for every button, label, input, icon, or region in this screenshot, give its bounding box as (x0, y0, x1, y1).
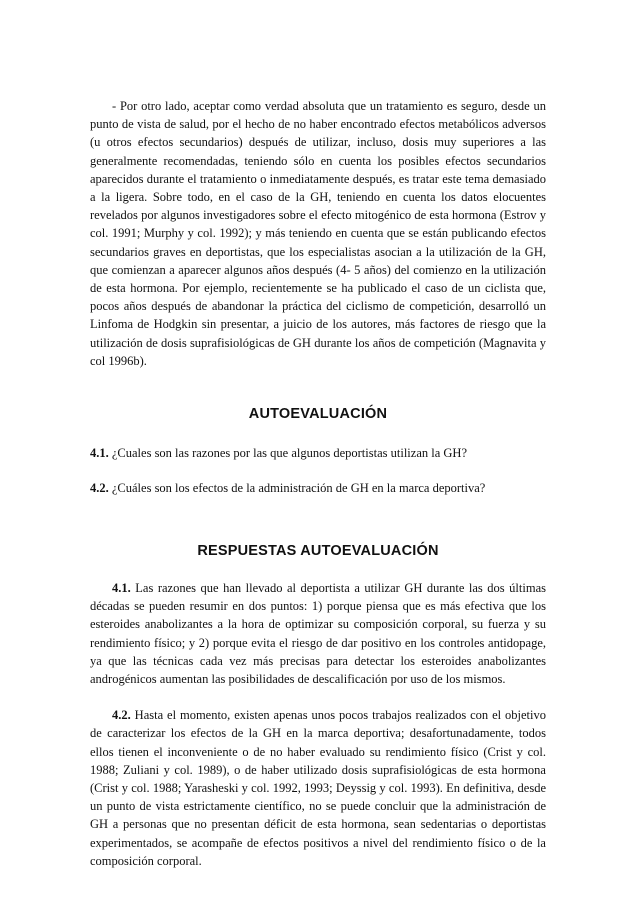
autoevaluacion-heading: AUTOEVALUACIÓN (248, 406, 388, 423)
question-item (90, 444, 546, 462)
question-number: 4.1. (90, 446, 109, 461)
answer-number: 4.2. (112, 708, 131, 723)
question-item (90, 479, 546, 497)
answer-text: Las razones que han llevado al deportista a utilizar GH durante las dos últimas décadas se pueden resumir en dos puntos: 1) porque piensa que es más efectiva que los esteroides anabolizantes a la hora de optimizar su composición corporal, su fuerza y su rendimiento físico; y 2) porque evita el riesgo de dar positivo en los controles antidopage, ya que las técnicas cada vez más precisas para detectar los esteroides anabolizantes androgénicos aumentan las posibilidades de descalificación por uso de los mismos. (90, 581, 546, 687)
document-page (90, 97, 546, 870)
intro-paragraph: - Por otro lado, aceptar como verdad absoluta que un tratamiento es seguro, desde un punto de vista de salud, por el hecho de no haber encontrado efectos metabólicos adversos (u otros efectos secundarios) después de utilizar, incluso, dosis muy superiores a las generalmente recomendadas, teniendo sólo en cuenta los posibles efectos secundarios aparecidos durante el tratamiento o inmediatamente después, es tratar este tema demasiado a la ligera. Sobre todo, en el caso de la GH, teniendo en cuenta los datos elocuentes revelados por algunos investigadores sobre el efecto mitogénico de esta hormona (Estrov y col. 1991; Murphy y col. 1992); y más teniendo en cuenta que se están publicando efectos secundarios graves en deportistas, que los especialistas asocian a la utilización de la GH, que comienzan a aparecer algunos años después (4- 5 años) del comienzo en la utilización de esta hormona. Por ejemplo, recientemente se ha publicado el caso de un ciclista que, pocos años después de abandonar la práctica del ciclismo de competición, desarrolló un Linfoma de Hodgkin sin presentar, a juicio de los autores, más factores de riesgo que la utilización de dosis suprafisiológicas de GH durante los años de competición (Magnavita y col 1996b). (90, 99, 546, 368)
respuestas-heading: RESPUESTAS AUTOEVALUACIÓN (197, 543, 439, 560)
question-text: ¿Cuáles son los efectos de la administración de GH en la marca deportiva? (108, 481, 486, 496)
answer-paragraph (90, 706, 546, 870)
answer-text: Hasta el momento, existen apenas unos pocos trabajos realizados con el objetivo de caracterizar los efectos de la GH en la marca deportiva; desafortunadamente, todos ellos tienen el inconveniente o de no haber evaluado su rendimiento físico (Crist y col. 1988; Zuliani y col. 1989), o de haber utilizado dosis suprafisiológicas de esta hormona (Crist y col. 1988; Yarasheski y col. 1992, 1993; Deyssig y col. 1993). En definitiva, desde un punto de vista estrictamente científico, no se puede concluir que la administración de GH a personas que no presentan déficit de esta hormona, sean sedentarias o deportistas experimentados, se acompañe de efectos positivos a nivel del rendimiento físico o de la composición corporal. (90, 708, 546, 868)
question-number: 4.2. (90, 481, 109, 496)
answer-number: 4.1. (112, 581, 131, 596)
question-text: ¿Cuales son las razones por las que algunos deportistas utilizan la GH? (108, 446, 467, 461)
answer-paragraph (90, 579, 546, 688)
